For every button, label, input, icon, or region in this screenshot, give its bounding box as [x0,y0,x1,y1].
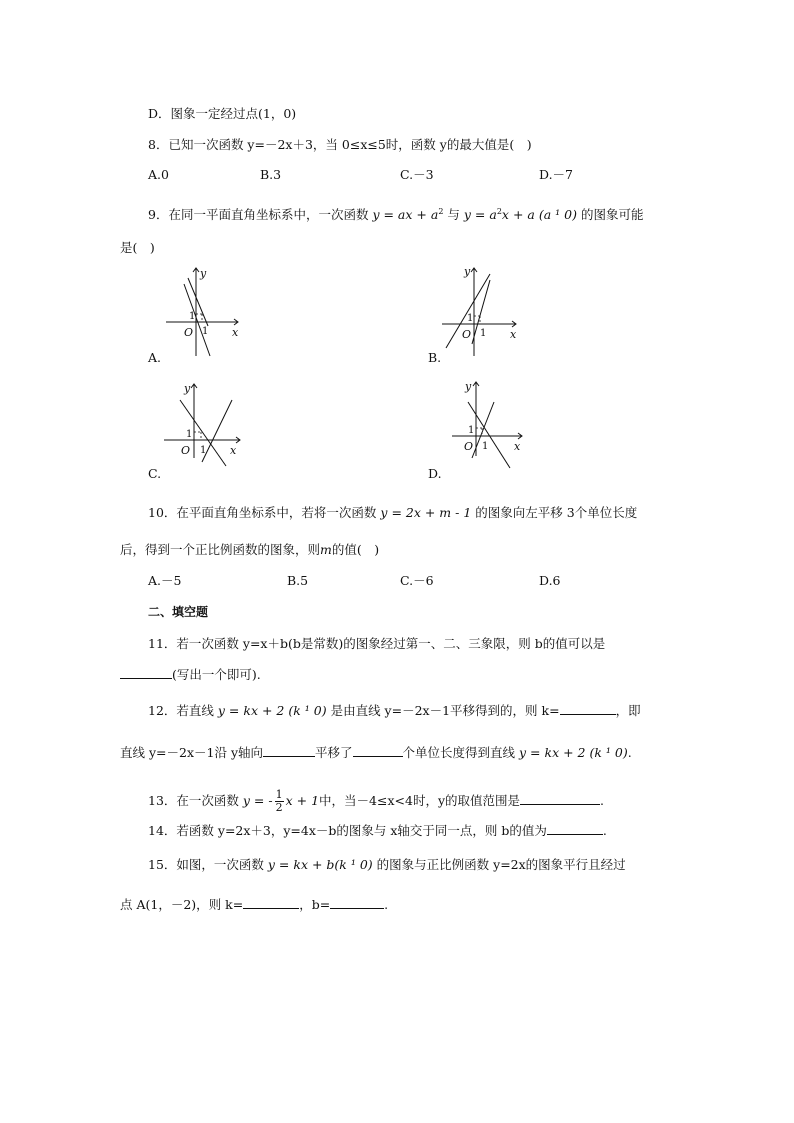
q15-stem [148,857,626,873]
q12-post: ，即 [615,703,641,718]
graph-c-x1: 1 [200,445,207,456]
graph-b-x1: 1 [480,328,487,339]
q9-stem-pre: 9．在同一平面直角坐标系中，一次函数 [148,207,369,223]
q13-pre: 13．在一次函数 [148,793,239,808]
q12-line2 [120,744,632,761]
q8-option-c: C.－3 [400,167,434,182]
q9-option-c: C. [148,466,162,481]
q11-blank[interactable] [120,666,172,679]
q15-eq: y = kx + b(k ¹ 0) [267,857,373,872]
q14-stem [148,822,607,839]
graph-d-origin: O [464,440,474,453]
graph-b-x-label: x [510,328,517,341]
graph-d-y1: 1 [468,425,475,436]
q13-stem [148,786,604,816]
q13-frac-num: 1 [275,788,283,801]
q15-l2-end: . [384,897,389,912]
graph-d-y-label: y [465,380,472,393]
q8-option-b: B.3 [260,167,282,182]
graph-c-origin: O [181,444,191,457]
q9-cond: (a ¹ 0) [538,207,577,223]
graph-a-origin: O [184,326,194,339]
q11-line2-text: (写出一个即可). [172,667,261,682]
q10-eq: y = 2x + m - 1 [380,505,472,520]
q9-eq2b: x + a [501,207,535,223]
q15-l2b: ，b= [299,897,331,912]
q10-option-b: B.5 [287,573,309,588]
q14-text: 14．若函数 y=2x＋3，y=4x－b的图象与 x轴交于同一点，则 b的值为 [148,823,547,838]
q13-fraction [275,789,284,814]
q12-l2-end: . [627,745,632,760]
q15-l2a: 点 A(1，－2)，则 k= [120,897,244,912]
graph-b-y-label: y [464,265,471,278]
q12-mid: 是由直线 y=－2x－1平移得到的，则 k= [330,703,560,718]
q14-blank[interactable] [547,822,603,835]
graph-c-y-label: y [184,382,191,395]
q9-graph-d [452,378,532,465]
q8-option-a: A.0 [148,167,169,182]
q13-eq-b: x + 1 [285,793,320,808]
q12-blank-units[interactable] [353,744,403,757]
q7-option-d: D．图象一定经过点(1，0) [148,106,297,121]
q9-option-a: A. [148,350,162,365]
q10-option-d: D.6 [539,573,561,588]
q9-stem-line2: 是( ) [120,240,155,255]
q14-end: . [602,823,607,838]
q8-stem: 8．已知一次函数 y=－2x＋3，当 0≤x≤5时，函数 y的最大值是( ) [148,137,532,152]
q8-option-d: D.－7 [539,167,574,182]
q12-blank-k[interactable] [560,702,616,715]
q12-l2c: 个单位长度得到直线 [402,745,516,760]
q10-stem [148,505,637,521]
graph-a-x-label: x [232,326,239,339]
graph-a-y1: 1 [189,311,196,322]
q13-post: 中，当－4≤x<4时，y的取值范围是 [319,793,521,808]
q12-l2a: 直线 y=－2x－1沿 y轴向 [120,745,263,760]
q13-frac-den: 2 [275,801,283,814]
q10-line2-pre: 后，得到一个正比例函数的图象，则 [120,542,321,557]
q15-line2 [120,896,388,913]
q12-stem [148,702,641,719]
q10-stem-post: 的图象向左平移 3个单位长度 [475,505,638,520]
q9-graph-b [442,264,522,347]
q9-eq2a: y = a [463,207,497,223]
graph-c-y1: 1 [186,429,193,440]
q12-l2-eq: y = kx + 2 (k ¹ 0) [519,745,628,760]
q9-exp2: 2 [496,207,502,216]
graph-b-origin: O [462,328,472,341]
q9-eq1: y = ax + a [372,207,439,223]
q10-option-c: C.－6 [400,573,434,588]
q15-blank-k[interactable] [243,896,299,909]
q9-stem-post: 的图象可能 [580,207,644,223]
q15-post: 的图象与正比例函数 y=2x的图象平行且经过 [376,857,626,872]
q15-blank-b[interactable] [330,896,384,909]
graph-d-x1: 1 [482,441,489,452]
q9-option-d: D. [428,466,442,481]
q9-exp1: 2 [438,207,444,216]
q10-line2-post: 的值( ) [331,542,380,557]
q11-stem: 11．若一次函数 y=x＋b(b是常数)的图象经过第一、二、三象限，则 b的值可以是 [148,636,606,651]
q9-stem [148,204,643,223]
q9-conj: 与 [447,207,460,223]
q11-line2 [120,666,261,683]
q9-graph-a [166,264,246,347]
graph-c-x-label: x [230,444,237,457]
graph-a-y-label: y [200,267,207,280]
graph-d-x-label: x [514,440,521,453]
q10-var: m [320,542,332,557]
q13-blank[interactable] [520,792,600,805]
q13-end: . [600,793,604,808]
q13-eq-a: y = - [242,793,273,808]
q9-graph-c [164,380,248,463]
q12-blank-direction[interactable] [263,744,315,757]
q9-option-b: B. [428,350,442,365]
q12-eq: y = kx + 2 (k ¹ 0) [217,703,327,718]
q10-option-a: A.－5 [148,573,182,588]
q10-stem-pre: 10．在平面直角坐标系中，若将一次函数 [148,505,377,520]
q10-stem-line2 [120,542,379,558]
graph-b-y1: 1 [467,313,474,324]
graph-a-x1: 1 [202,326,209,337]
q15-pre: 15．如图，一次函数 [148,857,264,872]
q12-pre: 12．若直线 [148,703,214,718]
section-title: 二、填空题 [148,605,209,619]
q12-l2b: 平移了 [315,745,353,760]
